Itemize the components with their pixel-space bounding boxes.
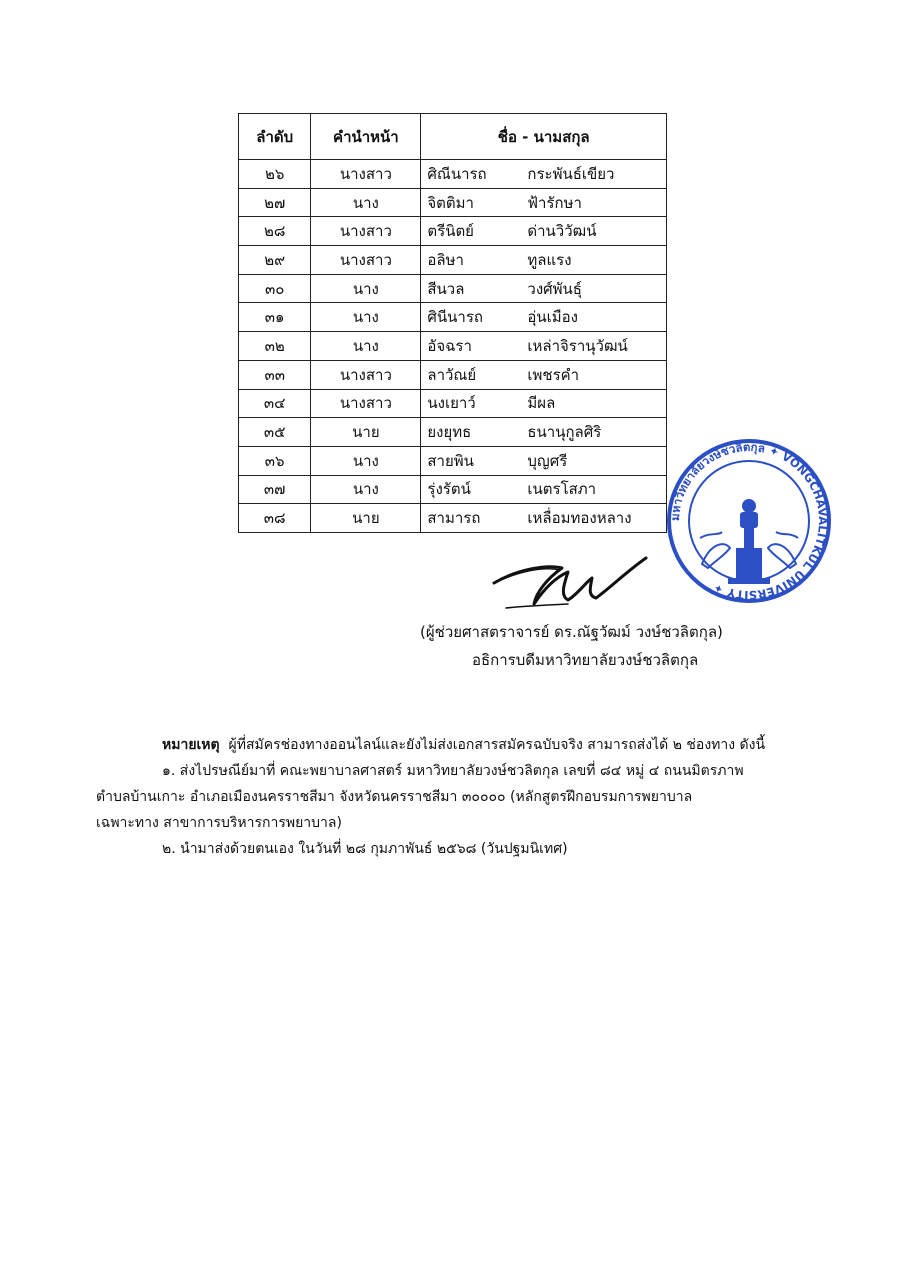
notes-intro-line (96, 732, 808, 758)
table-row (239, 188, 667, 217)
cell-order: ๒๗ (239, 188, 311, 217)
cell-order: ๓๒ (239, 332, 311, 361)
cell-title: นาง (311, 446, 421, 475)
cell-name (421, 303, 667, 332)
last-name: กระพันธ์เขียว (527, 164, 615, 183)
seal-text: มหาวิทยาลัยวงษ์ชวลิตกุล ✦ VONGCHAVALITKUL UNIVERSITY ✦ (667, 439, 831, 603)
first-name: นงเยาว์ (427, 394, 476, 413)
cell-title: นาง (311, 475, 421, 504)
header-title: คำนำหน้า (311, 114, 421, 160)
cell-title: นาง (311, 332, 421, 361)
table-row (239, 160, 667, 189)
table-row (239, 360, 667, 389)
first-name: ยงยุทธ (427, 423, 472, 442)
cell-title: นาง (311, 188, 421, 217)
cell-order: ๒๖ (239, 160, 311, 189)
header-order: ลำดับ (239, 114, 311, 160)
notes-item-1-line-3: เฉพาะทาง สาขาการบริหารการพยาบาล) (96, 815, 342, 831)
last-name: ฟ้ารักษา (527, 193, 582, 212)
cell-name (421, 188, 667, 217)
cell-name (421, 274, 667, 303)
cell-order: ๓๖ (239, 446, 311, 475)
last-name: วงศ์พันธุ์ (527, 279, 582, 298)
last-name: เนตรโสภา (527, 480, 597, 499)
last-name: เพชรคำ (527, 365, 580, 384)
cell-order: ๓๕ (239, 418, 311, 447)
last-name: ธนานุกูลศิริ (527, 423, 602, 442)
notes-item-1-line-2: ตำบลบ้านเกาะ อำเภอเมืองนครราชสีมา จังหวัดนครราชสีมา ๓๐๐๐๐ (หลักสูตรฝึกอบรมการพยาบาล (96, 789, 693, 805)
cell-name (421, 332, 667, 361)
cell-order: ๓๗ (239, 475, 311, 504)
first-name: ศินีนารถ (427, 308, 483, 327)
cell-order: ๒๙ (239, 246, 311, 275)
last-name: ด่านวิวัฒน์ (527, 222, 597, 241)
cell-order: ๓๘ (239, 504, 311, 533)
last-name: ทูลแรง (527, 250, 572, 269)
first-name: รุ่งรัตน์ (427, 480, 471, 499)
first-name: จิตติมา (427, 193, 474, 212)
cell-title: นางสาว (311, 389, 421, 418)
table-row (239, 303, 667, 332)
table-row (239, 418, 667, 447)
last-name: อุ่นเมือง (527, 308, 579, 327)
table-row (239, 246, 667, 275)
first-name: สามารถ (427, 509, 481, 528)
first-name: สีนวล (427, 279, 465, 298)
last-name: เหล่าจิรานุวัฒน์ (527, 336, 628, 355)
cell-order: ๓๓ (239, 360, 311, 389)
cell-name (421, 504, 667, 533)
cell-title: นาย (311, 504, 421, 533)
cell-name (421, 246, 667, 275)
first-name: ตรีนิตย์ (427, 222, 474, 241)
cell-title: นางสาว (311, 160, 421, 189)
cell-title: นาย (311, 418, 421, 447)
last-name: เหลื่อมทองหลาง (527, 509, 632, 528)
cell-title: นาง (311, 274, 421, 303)
first-name: สายพิน (427, 451, 474, 470)
cell-name (421, 475, 667, 504)
signatory-name: (ผู้ช่วยศาสตราจารย์ ดร.ณัฐวัฒม์ วงษ์ชวลิตกุล) (420, 623, 723, 641)
signature-image (476, 548, 656, 618)
roster-table (238, 113, 667, 533)
table-row (239, 274, 667, 303)
cell-name (421, 160, 667, 189)
cell-name (421, 389, 667, 418)
cell-order: ๒๘ (239, 217, 311, 246)
table-row (239, 446, 667, 475)
last-name: บุญศรี (527, 451, 568, 470)
cell-title: นางสาว (311, 360, 421, 389)
first-name: อัจฉรา (427, 336, 472, 355)
table-row (239, 332, 667, 361)
notes-intro: ผู้ที่สมัครช่องทางออนไลน์และยังไม่ส่งเอกสารสมัครฉบับจริง สามารถส่งได้ ๒ ช่องทาง ดังนี้ (228, 737, 766, 753)
first-name: ศิณีนารถ (427, 164, 487, 183)
cell-title: นางสาว (311, 246, 421, 275)
cell-order: ๓๑ (239, 303, 311, 332)
university-seal (664, 436, 834, 606)
notes-item-1-line-1: ๑. ส่งไปรษณีย์มาที่ คณะพยาบาลศาสตร์ มหาวิทยาลัยวงษ์ชวลิตกุล เลขที่ ๘๔ หมู่ ๔ ถนนมิตรภาพ (162, 763, 744, 779)
table-row (239, 389, 667, 418)
cell-name (421, 360, 667, 389)
cell-name (421, 446, 667, 475)
notes-item-2: ๒. นำมาส่งด้วยตนเอง ในวันที่ ๒๘ กุมภาพันธ์ ๒๕๖๘ (วันปฐมนิเทศ) (162, 841, 568, 857)
first-name: ลาวัณย์ (427, 365, 477, 384)
notes-section (96, 732, 808, 862)
cell-name (421, 217, 667, 246)
table-header-row (239, 114, 667, 160)
cell-name (421, 418, 667, 447)
table-row (239, 475, 667, 504)
cell-order: ๓๔ (239, 389, 311, 418)
last-name: มีผล (527, 394, 556, 413)
cell-title: นางสาว (311, 217, 421, 246)
notes-heading: หมายเหตุ (162, 737, 220, 753)
signatory-position: อธิการบดีมหาวิทยาลัยวงษ์ชวลิตกุล (472, 651, 699, 669)
table-row (239, 504, 667, 533)
first-name: อลิษา (427, 250, 464, 269)
header-name: ชื่อ - นามสกุล (421, 114, 667, 160)
cell-order: ๓๐ (239, 274, 311, 303)
cell-title: นาง (311, 303, 421, 332)
table-row (239, 217, 667, 246)
roster-body (239, 160, 667, 533)
